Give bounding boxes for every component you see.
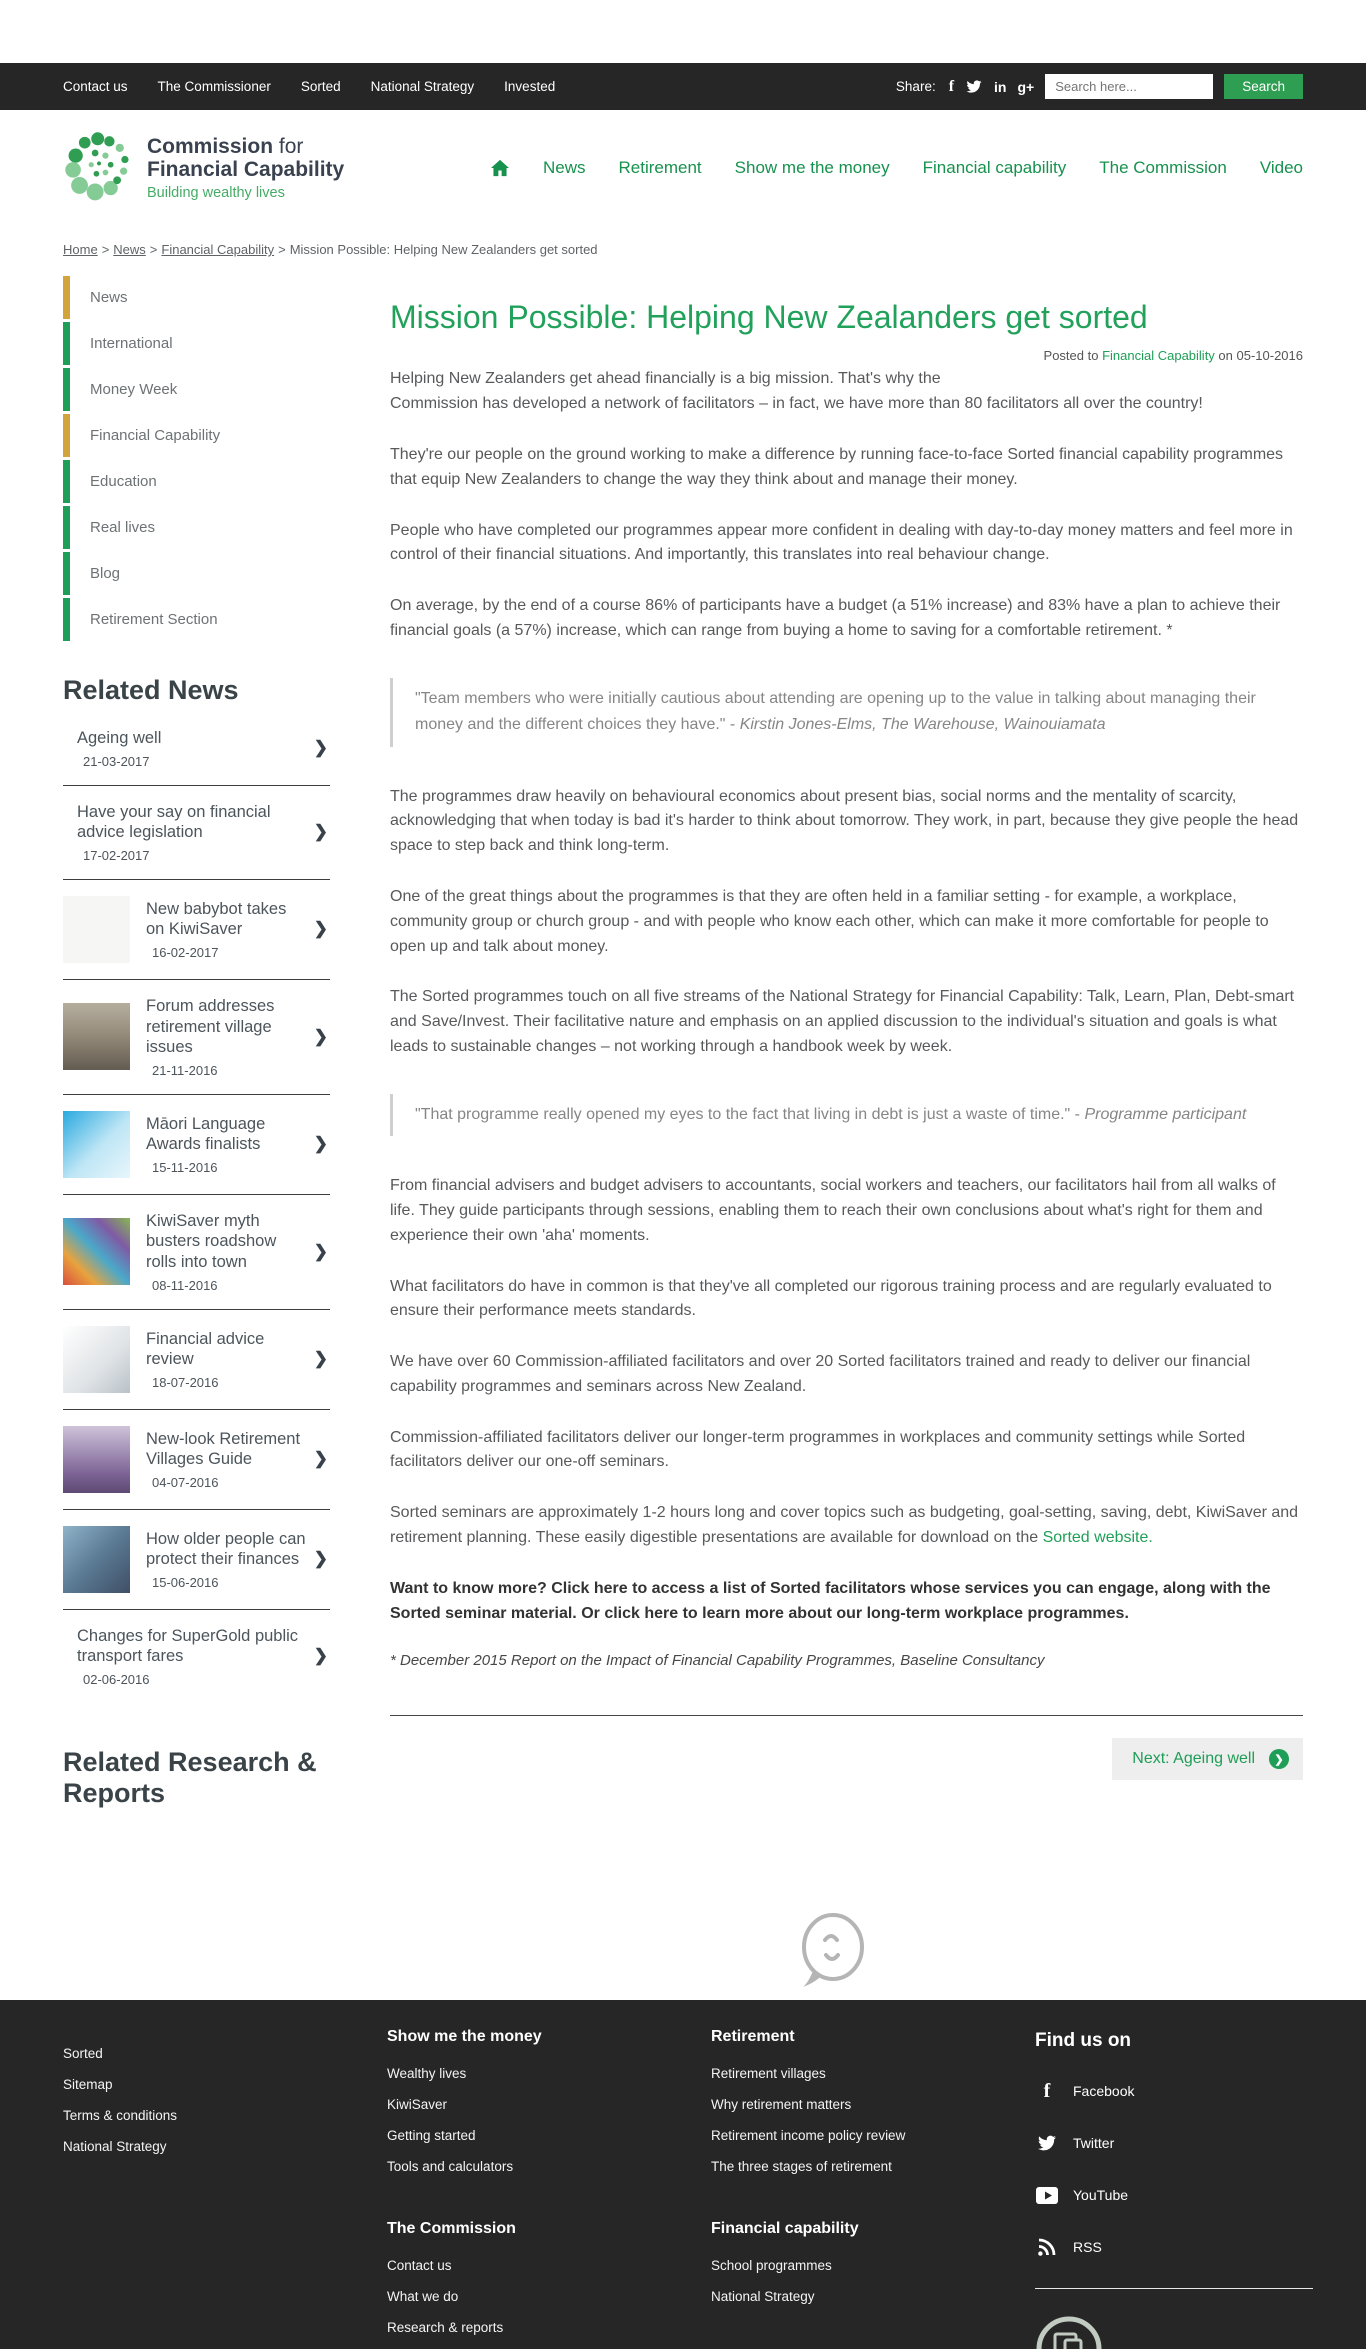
nav-item-video[interactable]: Video <box>1259 158 1303 177</box>
related-news-heading: Related News <box>63 675 239 705</box>
article-paragraph <box>390 367 1303 417</box>
related-news-date: 21-11-2016 <box>152 1062 218 1078</box>
mosaic-thumbnail <box>63 1218 130 1285</box>
footer-group-show-me-the-money <box>387 2028 711 2182</box>
footer-col-money <box>387 2028 711 2349</box>
utility-link-national-strategy[interactable]: National Strategy <box>370 79 475 94</box>
facebook-icon: f <box>1043 2079 1051 2102</box>
footer-heading-financial-capability: Financial capability <box>711 2220 859 2238</box>
footer-link-research-reports[interactable]: Research & reports <box>387 2320 504 2336</box>
footer-link-sitemap[interactable]: Sitemap <box>63 2077 113 2093</box>
text-run: They're our people on the ground working to make a difference by running face-to-face Sorted financial capability programmes that equip New Zealanders to change the way they think about and manage their money. <box>390 445 1284 488</box>
related-news-item[interactable] <box>63 1310 330 1410</box>
related-news-date: 18-07-2016 <box>152 1374 219 1390</box>
text-run: to learn more about our long-term workplace programmes. <box>678 1604 1129 1622</box>
chevron-right-icon: ❯ <box>313 1449 328 1469</box>
footer-link-why-retirement-matters[interactable]: Why retirement matters <box>711 2097 852 2113</box>
linkedin-icon[interactable]: in <box>994 78 1007 95</box>
page-title: Mission Possible: Helping New Zealanders get sorted <box>390 299 1148 335</box>
related-news-item[interactable] <box>63 1610 330 1703</box>
nav-item-retirement[interactable]: Retirement <box>618 158 702 177</box>
twitter-icon[interactable] <box>965 79 983 94</box>
facebook-icon[interactable]: f <box>948 77 955 95</box>
text-run: The Sorted programmes touch on all five streams of the National Strategy for Financial Capability: Talk, Learn, Plan, Debt-smart and Save/Invest. Their facilitative nature and emphasis on an applied discussion to the individual's situation and goals is what leads to sustainable changes – not working through a handbook week by week. <box>390 988 1295 1055</box>
related-news-date: 04-07-2016 <box>152 1474 219 1490</box>
article-paragraph <box>390 519 1303 569</box>
couple-thumbnail <box>63 1526 130 1593</box>
footer-link-school-programmes[interactable]: School programmes <box>711 2258 832 2274</box>
breadcrumb-link-home[interactable]: Home <box>63 242 98 257</box>
chevron-right-icon: ❯ <box>313 1349 328 1369</box>
posted-prefix: Posted to <box>1043 348 1103 364</box>
breadcrumb-link-news[interactable]: News <box>113 242 146 257</box>
footer <box>0 2000 1366 2349</box>
related-news-text <box>146 996 306 1078</box>
share-label: Share: <box>895 79 936 94</box>
social-links <box>1035 2080 1313 2258</box>
article <box>390 276 1303 2000</box>
related-news-text <box>146 1529 306 1590</box>
nav-item-financial-capability[interactable]: Financial capability <box>922 158 1067 177</box>
related-news-list <box>63 712 330 1703</box>
breadcrumb-link-financial-capability[interactable]: Financial Capability <box>161 242 275 257</box>
nav-item-news[interactable]: News <box>543 158 586 177</box>
related-news-date: 17-02-2017 <box>83 847 150 863</box>
footer-link-kiwisaver[interactable]: KiwiSaver <box>387 2097 448 2113</box>
inline-link[interactable]: Click here <box>551 1579 628 1597</box>
utility-bar <box>0 63 1366 110</box>
search-button[interactable]: Search <box>1224 74 1303 99</box>
twitter-icon <box>1035 2132 1059 2154</box>
site-logo[interactable] <box>63 131 344 206</box>
dot-spiral-logo-icon <box>63 131 135 206</box>
footer-col-retirement <box>711 2028 1035 2349</box>
main-content <box>0 270 1366 2000</box>
section-nav <box>63 276 330 641</box>
article-paragraph <box>390 1501 1303 1551</box>
sidebar-item-education[interactable]: Education <box>63 460 330 503</box>
posted-date: on 05-10-2016 <box>1214 348 1303 364</box>
sidebar-item-international[interactable]: International <box>63 322 330 365</box>
article-paragraph <box>390 1426 1303 1476</box>
text-run: We have over 60 Commission-affiliated facilitators and over 20 Sorted facilitators trained and ready to deliver our financial capability programmes and seminars across New Zealand. <box>390 1353 1251 1395</box>
social-label: Twitter <box>1073 2135 1115 2151</box>
social-link-twitter[interactable] <box>1035 2132 1313 2154</box>
article-paragraph <box>390 594 1303 644</box>
village-thumbnail <box>63 1426 130 1493</box>
article-body <box>390 367 1303 1669</box>
text-run: What facilitators do have in common is that they've all completed our rigorous training process and are regularly evaluated to ensure their performance meets standards. <box>390 1277 1272 1320</box>
related-news-title: How older people can protect their finances <box>146 1529 306 1569</box>
text-run: Sorted seminars are approximately 1-2 hours long and cover topics such as budgeting, goal-setting, saving, debt, KiwiSaver and retirement planning. These easily digestible presentations are available for download on the <box>390 1504 1299 1547</box>
related-news-title: New babybot takes on KiwiSaver <box>146 899 287 939</box>
related-news-date: 08-11-2016 <box>152 1277 218 1293</box>
rss-icon <box>1035 2236 1059 2258</box>
breadcrumb-separator: > <box>278 242 286 257</box>
find-us-heading: Find us on <box>1035 2030 1132 2051</box>
text-run: Programme participant <box>1084 1105 1247 1123</box>
related-news-date: 21-03-2017 <box>83 753 150 769</box>
chevron-right-icon: ❯ <box>313 919 328 939</box>
utility-link-the-commissioner[interactable]: The Commissioner <box>157 79 271 94</box>
breadcrumb-separator: > <box>101 242 110 257</box>
chevron-right-icon: ❯ <box>313 1241 328 1261</box>
text-run: "Team members who were initially cautious about attending are opening up to the value in talking about managing their money and the different choices they have." - <box>415 689 1256 734</box>
footer-heading-retirement: Retirement <box>711 2028 795 2045</box>
inline-link[interactable]: click here <box>604 1604 679 1622</box>
related-news-text <box>77 728 306 769</box>
sidebar-item-financial-capability[interactable]: Financial Capability <box>63 414 330 457</box>
social-label: RSS <box>1073 2239 1102 2255</box>
posted-meta <box>390 348 1303 363</box>
social-label: Facebook <box>1073 2083 1135 2099</box>
related-news-text <box>77 802 306 863</box>
footer-link-getting-started[interactable]: Getting started <box>387 2128 476 2144</box>
footer-link-sorted[interactable]: Sorted <box>63 2046 103 2061</box>
pull-quote <box>390 1094 1303 1136</box>
text-run: The programmes draw heavily on behavioural economics about present bias, social norms and the mentality of scarcity, acknowledging that when today is bad it's harder to think about tomorrow. They work, in part, because they give people the head space to step back and think long-term. <box>390 787 1299 855</box>
related-news-text <box>77 1626 306 1687</box>
text-run: Commission-affiliated facilitators deliver our longer-term programmes in workplaces and community settings while Sorted facilitators deliver our one-off seminars. <box>390 1428 1246 1471</box>
footer-link-the-three-stages-of-retirement[interactable]: The three stages of retirement <box>711 2159 892 2175</box>
related-news-item[interactable] <box>63 980 330 1095</box>
sidebar-item-news[interactable]: News <box>63 276 330 319</box>
sketch-thumbnail <box>63 1326 130 1393</box>
article-paragraph <box>390 885 1303 959</box>
footer-link-national-strategy[interactable]: National Strategy <box>63 2139 167 2155</box>
related-news-title: Forum addresses retirement village issues <box>146 996 275 1057</box>
text-run: to access a list of Sorted facilitators whose services you can engage, along with the Sorted seminar material. Or <box>390 1579 1271 1622</box>
chevron-right-icon: ❯ <box>313 822 328 842</box>
article-paragraph <box>390 1350 1303 1400</box>
footer-link-contact-us[interactable]: Contact us <box>387 2258 452 2274</box>
related-news-date: 15-11-2016 <box>152 1159 218 1175</box>
breadcrumb-current: Mission Possible: Helping New Zealanders get sorted <box>289 242 598 257</box>
robot-thumbnail <box>63 896 130 963</box>
speech-bubble-smiley-icon <box>795 1976 869 1993</box>
related-news-item[interactable] <box>63 1510 330 1610</box>
chevron-right-icon: ❯ <box>313 1134 328 1154</box>
text-run: Want to know more? <box>390 1579 552 1597</box>
footer-group-retirement <box>711 2028 1035 2182</box>
social-link-youtube[interactable] <box>1035 2184 1313 2206</box>
home-icon[interactable] <box>490 159 510 177</box>
text-run: Kirstin Jones-Elms, The Warehouse, Wainouiamata <box>739 716 1106 734</box>
article-paragraph <box>390 443 1303 493</box>
article-footnote <box>390 1652 1303 1669</box>
main-nav <box>490 158 1303 178</box>
text-run: Commission has developed a network of facilitators – in fact, we have more than 80 facilitators all over the country! <box>390 395 1203 413</box>
text-run: From financial advisers and budget advisers to accountants, social workers and teachers, our facilitators hail from all walks of life. They guide participants through sessions, enabling them to reach their own conclusions about what's right for them and experience their own 'aha' moments. <box>390 1177 1276 1244</box>
logo-tagline: Building wealthy lives <box>147 184 285 201</box>
meeting-thumbnail <box>63 1003 130 1070</box>
main-nav-links <box>543 158 1303 178</box>
utility-link-contact-us[interactable]: Contact us <box>63 79 128 94</box>
related-news-item[interactable] <box>63 1410 330 1510</box>
related-news-date: 16-02-2017 <box>152 945 219 961</box>
article-paragraph <box>390 985 1303 1059</box>
text-run: People who have completed our programmes appear more confident in dealing with day-to-day money matters and feel more in control of their financial situations. And importantly, this translates into real behaviour change. <box>390 521 1293 564</box>
utility-link-invested[interactable]: Invested <box>504 79 556 94</box>
related-news-text <box>146 1114 306 1175</box>
related-news-text <box>146 899 306 960</box>
chevron-right-icon: ❯ <box>313 1026 328 1046</box>
chevron-circle-icon: ❯ <box>1269 1749 1289 1769</box>
logo-text: Commission for Financial Capability Building wealthy lives <box>147 134 345 201</box>
top-margin <box>0 0 1366 63</box>
sidebar <box>63 276 330 2000</box>
pull-quote <box>390 678 1303 747</box>
footer-link-retirement-income-policy-review[interactable]: Retirement income policy review <box>711 2128 906 2144</box>
text-run: "That programme really opened my eyes to the fact that living in debt is just a waste of time." - <box>415 1105 1085 1123</box>
related-news-item[interactable] <box>63 1095 330 1195</box>
footer-link-what-we-do[interactable]: What we do <box>387 2289 459 2305</box>
related-research-heading: Related Research & Reports <box>63 1746 317 1808</box>
sidebar-item-blog[interactable]: Blog <box>63 552 330 595</box>
related-news-title: Changes for SuperGold public transport fares <box>77 1626 299 1666</box>
monitor-circle-badge-icon <box>1035 2315 1313 2349</box>
related-news-text <box>146 1329 306 1390</box>
sidebar-item-retirement-section[interactable]: Retirement Section <box>63 598 330 641</box>
poster-thumbnail <box>63 1111 130 1178</box>
share-search-area <box>896 74 1303 99</box>
inline-link[interactable]: Sorted website. <box>1042 1529 1153 1547</box>
article-paragraph <box>390 1174 1303 1248</box>
sidebar-item-real-lives[interactable]: Real lives <box>63 506 330 549</box>
social-link-facebook[interactable] <box>1035 2080 1313 2102</box>
footer-link-retirement-villages[interactable]: Retirement villages <box>711 2066 826 2081</box>
related-news-title: Have your say on financial advice legislation <box>77 802 271 842</box>
googleplus-icon[interactable]: g+ <box>1017 78 1035 95</box>
posted-category-link[interactable]: Financial Capability <box>1102 348 1215 364</box>
related-news-date: 02-06-2016 <box>83 1671 150 1687</box>
utility-link-sorted[interactable]: Sorted <box>300 79 341 94</box>
related-news-text <box>146 1429 306 1490</box>
text-run: Helping New Zealanders get ahead financially is a big mission. That's why the <box>390 370 941 388</box>
next-article-button[interactable] <box>1112 1738 1303 1780</box>
comments-widget[interactable] <box>795 1911 869 1994</box>
related-news-item[interactable] <box>63 1195 330 1310</box>
related-news-date: 15-06-2016 <box>152 1574 219 1590</box>
related-news-title: Māori Language Awards finalists <box>146 1114 266 1154</box>
youtube-icon <box>1035 2184 1059 2206</box>
footer-link-national-strategy[interactable]: National Strategy <box>711 2289 815 2305</box>
related-news-title: KiwiSaver myth busters roadshow rolls into town <box>146 1211 277 1272</box>
text-run: * December 2015 Report on the Impact of Financial Capability Programmes, Baseline Consultancy <box>390 1652 1045 1670</box>
breadcrumb <box>0 226 1366 270</box>
site-header <box>0 110 1366 226</box>
text-run: On average, by the end of a course 86% of participants have a budget (a 51% increase) and 83% have a plan to achieve their financial goals (a 57%) increase, which can range from buying a home to saving for a comfortable retirement. * <box>390 597 1281 639</box>
social-link-rss[interactable] <box>1035 2236 1313 2258</box>
article-paragraph <box>390 1577 1303 1627</box>
related-news-item[interactable] <box>63 786 330 880</box>
nav-item-the-commission[interactable]: The Commission <box>1099 158 1227 177</box>
chevron-right-icon: ❯ <box>313 1646 328 1666</box>
footer-heading-the-commission: The Commission <box>387 2220 516 2238</box>
search-input[interactable] <box>1045 74 1213 99</box>
chevron-right-icon: ❯ <box>313 1549 328 1569</box>
footer-link-terms-conditions[interactable]: Terms & conditions <box>63 2108 178 2124</box>
related-news-text <box>146 1211 306 1293</box>
footer-link-tools-and-calculators[interactable]: Tools and calculators <box>387 2159 514 2175</box>
footer-col-general <box>63 2028 387 2349</box>
sidebar-item-money-week[interactable]: Money Week <box>63 368 330 411</box>
related-news-title: Financial advice review <box>146 1329 265 1369</box>
next-article-label: Next: Ageing well <box>1132 1750 1255 1768</box>
related-news-item[interactable] <box>63 880 330 980</box>
footer-group-the-commission <box>387 2220 711 2343</box>
footer-col-social <box>1035 2028 1313 2349</box>
footer-link-wealthy-lives[interactable]: Wealthy lives <box>387 2066 467 2081</box>
footer-heading-show-me-the-money: Show me the money <box>387 2028 542 2045</box>
chevron-right-icon: ❯ <box>313 738 328 758</box>
utility-nav <box>63 79 555 94</box>
related-news-item[interactable] <box>63 712 330 786</box>
footer-divider <box>1035 2288 1313 2289</box>
related-news-title: Ageing well <box>77 729 162 748</box>
breadcrumb-separator: > <box>149 242 158 257</box>
text-run: One of the great things about the programmes is that they are often held in a familiar setting - for example, a workplace, community group or church group - and with people who know each other, which can make it more comfortable for people to open up and talk about money. <box>390 887 1269 955</box>
article-divider <box>390 1715 1303 1716</box>
nav-item-show-me-the-money[interactable]: Show me the money <box>734 158 890 177</box>
article-paragraph <box>390 785 1303 859</box>
article-paragraph <box>390 1275 1303 1325</box>
social-label: YouTube <box>1073 2187 1129 2203</box>
related-news-title: New-look Retirement Villages Guide <box>146 1429 301 1469</box>
footer-group-financial-capability <box>711 2220 1035 2312</box>
